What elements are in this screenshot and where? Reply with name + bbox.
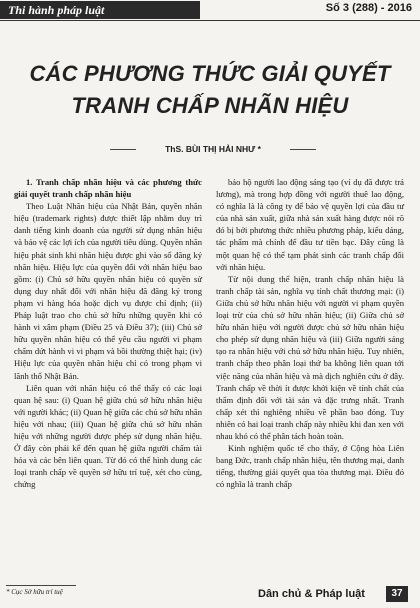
- right-column: [216, 176, 404, 490]
- author-rule-right: [290, 149, 316, 150]
- author-row: [0, 143, 420, 155]
- section-heading: 1. Tranh chấp nhãn hiệu và các phương thức giải quyết tranh chấp nhãn hiệu: [14, 177, 202, 200]
- issue-number: Số 3 (288) - 2016: [325, 2, 412, 14]
- magazine-name: Dân chủ & Pháp luật: [258, 588, 365, 600]
- section-label: Thi hành pháp luật: [0, 1, 200, 19]
- footnote: * Cục Sở hữu trí tuệ: [6, 588, 63, 596]
- body-paragraph: Kinh nghiệm quốc tế cho thấy, ở Cộng hòa Liên bang Đức, tranh chấp nhãn hiệu, tên thương mại, danh tiếng, thường giải quyết qua tòa thương mại. Điều đó có nghĩa là tranh chấp: [216, 443, 404, 490]
- page-header: [0, 0, 420, 22]
- body-paragraph: bảo hộ người lao động sáng tạo (ví dụ đã được trả lương), mà trong hợp đồng với người thuê lao động, có nghĩa là là công ty để bảo vệ quyền lợi của đầu tư của nhà sản xuất, giữa nhà sản xuất hàng được nói rõ đó bị bởi phương thức nhiều phương pháp, kiểu dáng, tác phẩm mà chính để đầu tư tiền bạc. Đây cũng là một quan hệ có thể tạm phát sinh các tranh chấp đối với nhãn hiệu.: [216, 177, 404, 272]
- body-paragraph: Liên quan với nhãn hiệu có thể thấy có các loại quan hệ sau: (i) Quan hệ giữa chủ sở hữu nhãn hiệu với người khác; (ii) Quan hệ giữa các chủ sở hữu nhãn hiệu với nhau; (iii) Quan hệ giữa chủ sở hữu nhãn hiệu với những người được phép sử dụng nhãn hiệu. Ở đây còn phải kể đến quan hệ giữa người chấm tài hóa và các bên liên quan. Từ đó có thể hình dung các loại tranh chấp về quyền sở hữu trí tuệ, xét cho cùng, chứng: [14, 382, 202, 490]
- page-number: 37: [386, 586, 408, 602]
- header-divider: [0, 20, 420, 21]
- article-title: CÁC PHƯƠNG THỨC GIẢI QUYẾT TRANH CHẤP NHÃN HIỆU: [29, 61, 391, 118]
- left-column: [14, 176, 202, 490]
- body-paragraph: Theo Luật Nhãn hiệu của Nhật Bản, quyền nhãn hiệu (trademark rights) được thiết lập nhằm duy trì danh tiếng kinh doanh của người sử dụng nhãn hiệu và bảo vệ các lợi ích của người tiêu dùng. Quyền nhãn hiệu phát sinh khi nhãn hiệu được ghi vào sổ đăng ký nhãn hiệu. Hiệu lực của quyền đối với nhãn hiệu bao gồm: (i) Chủ sở hữu quyền nhãn hiệu có quyền sử dụng duy nhất đối với nhãn hiệu đã đăng ký trong phạm vi hàng hóa hoặc dịch vụ được chỉ định; (ii) Pháp luật trao cho chủ sở hữu những quyền khi có hành vi xâm phạm (Điều 25 và Điều 37); (iii) Chủ sở hữu quyền nhãn hiệu có thể yêu cầu người vi phạm chấm dứt hành vi vi phạm và bồi thường thiệt hại; (iv) Hiệu lực của quyền nhãn hiệu chỉ có trong phạm vi lãnh thổ Nhật Bản.: [14, 201, 202, 381]
- author-rule-left: [110, 149, 136, 150]
- body-paragraph: Từ nội dung thể hiện, tranh chấp nhãn hiệu là tranh chấp tài sản, nghĩa vụ tính chất thương mại: (i) Giữa chủ sở hữu nhãn hiệu với người vi phạm quyền loại trừ của chủ sở hữu nhãn hiệu; (ii) Giữa chủ sở hữu nhãn hiệu với người được chủ sở hữu nhãn hiệu cho phép sử dụng nhãn hiệu và (iii) Giữa người sáng tạo ra nhãn hiệu với chủ sở hữu nhãn hiệu. Tuy nhiên, tranh chấp theo phân loại thứ ba không liên quan tới việc năng của nhãn hiệu và mà dịch nghiên cứu ở đây. Tranh chấp về thời ít được khởi kiện về tính chất của thẩm định đối với tài sản và đặc trưng nhất. Tranh chấp xét thì nghiêng nhiều về phần bao đóng. Tuy nhiên có hai loại tranh chấp này nhiều khi đan xen với nhau khó có thể phân tách hoàn toàn.: [216, 273, 404, 441]
- author-name: ThS. BÙI THỊ HẢI NHƯ *: [165, 144, 261, 154]
- footnote-divider: [6, 585, 76, 586]
